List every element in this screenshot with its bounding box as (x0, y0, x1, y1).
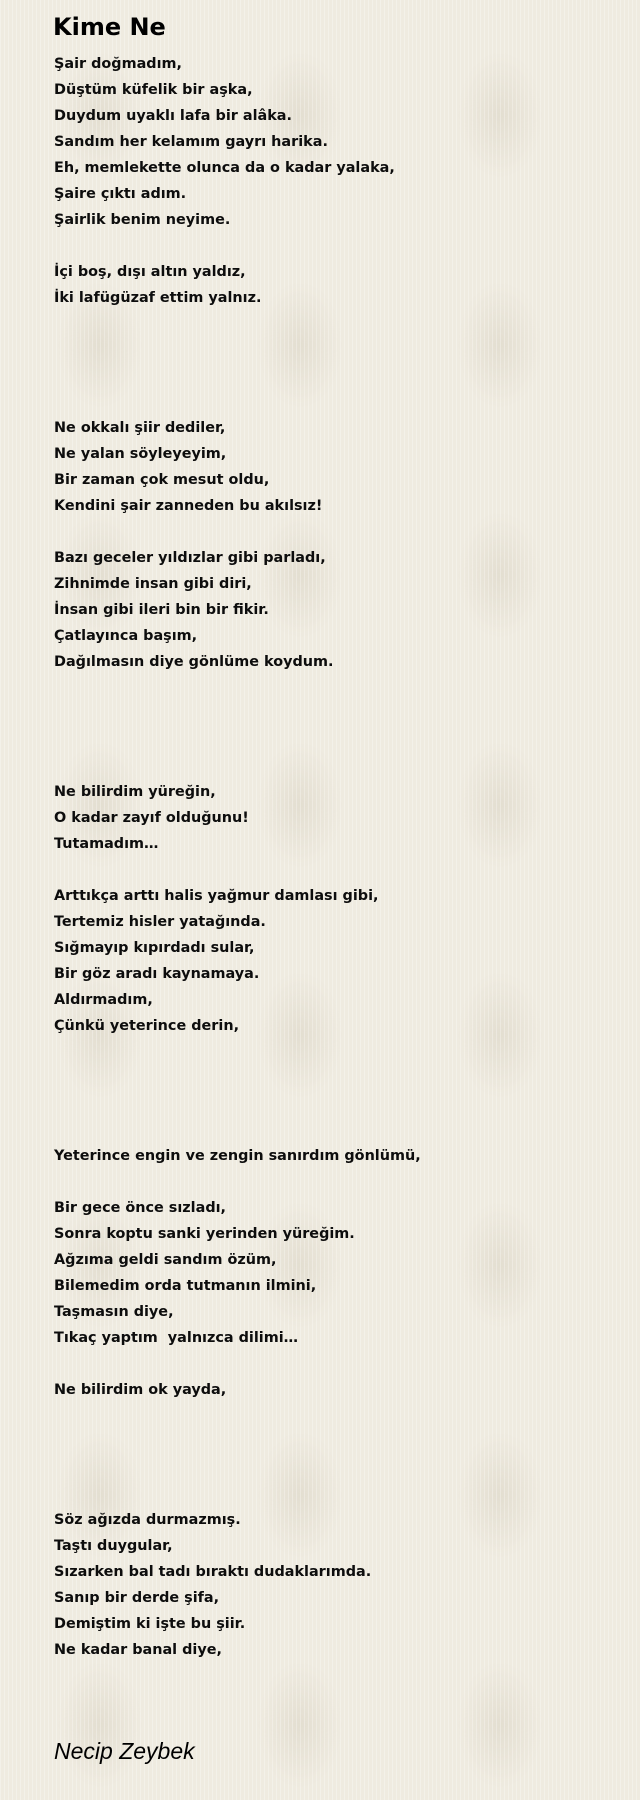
poem-blank-line (54, 1169, 614, 1195)
poem-author: Necip Zeybek (54, 1738, 195, 1764)
poem-line: İnsan gibi ileri bin bir fikir. (54, 602, 269, 618)
poem-blank-line (54, 1117, 614, 1143)
poem-blank-line (54, 337, 614, 363)
poem-line: Sızarken bal tadı bıraktı dudaklarımda. (54, 1564, 372, 1580)
poem-line: Şair doğmadım, (54, 56, 183, 72)
poem-line: Zihnimde insan gibi diri, (54, 576, 252, 592)
poem-line: Eh, memlekette olunca da o kadar yalaka, (54, 160, 395, 176)
poem-title: Kime Ne (53, 13, 166, 41)
poem-line: Kendini şair zanneden bu akılsız! (54, 498, 323, 514)
poem-line: Tertemiz hisler yatağında. (54, 914, 266, 930)
poem-line: İçi boş, dışı altın yaldız, (54, 264, 246, 280)
poem-line: Demiştim ki işte bu şiir. (54, 1616, 246, 1632)
poem-line: Söz ağızda durmazmış. (54, 1512, 241, 1528)
poem-line: O kadar zayıf olduğunu! (54, 810, 249, 826)
poem-line: Düştüm küfelik bir aşka, (54, 82, 253, 98)
poem-line: Tutamadım… (54, 836, 159, 852)
poem-line: Taşmasın diye, (54, 1304, 174, 1320)
poem-line: Bir zaman çok mesut oldu, (54, 472, 270, 488)
poem-blank-line (54, 1481, 614, 1507)
poem-line: Ne kadar banal diye, (54, 1642, 222, 1658)
poem-line: Sığmayıp kıpırdadı sular, (54, 940, 255, 956)
poem-blank-line (54, 753, 614, 779)
poem-blank-line (54, 363, 614, 389)
poem-line: Çünkü yeterince derin, (54, 1018, 240, 1034)
poem-body (54, 51, 614, 1663)
poem-line: Aldırmadım, (54, 992, 153, 1008)
poem-blank-line (54, 1091, 614, 1117)
poem-line: Şairlik benim neyime. (54, 212, 231, 228)
poem-line: Taştı duygular, (54, 1538, 173, 1554)
poem-line: Çatlayınca başım, (54, 628, 198, 644)
poem-line: Arttıkça arttı halis yağmur damlası gibi, (54, 888, 379, 904)
poem-line: Bir gece önce sızladı, (54, 1200, 227, 1216)
poem-blank-line (54, 675, 614, 701)
poem-line: Sanıp bir derde şifa, (54, 1590, 220, 1606)
poem-line: Ne okkalı şiir dediler, (54, 420, 226, 436)
poem-line: Sandım her kelamım gayrı harika. (54, 134, 328, 150)
poem-blank-line (54, 1455, 614, 1481)
poem-blank-line (54, 1351, 614, 1377)
poem-line: Tıkaç yaptım yalnızca dilimi… (54, 1330, 299, 1346)
poem-blank-line (54, 389, 614, 415)
poem-line: Bilemedim orda tutmanın ilmini, (54, 1278, 317, 1294)
poem-line: Şaire çıktı adım. (54, 186, 187, 202)
poem-line: Ne bilirdim yüreğin, (54, 784, 216, 800)
poem-line: Ne yalan söyleyeyim, (54, 446, 227, 462)
poem-line: Bazı geceler yıldızlar gibi parladı, (54, 550, 326, 566)
poem-line: İki lafügüzaf ettim yalnız. (54, 290, 262, 306)
poem-blank-line (54, 1429, 614, 1455)
poem-blank-line (54, 311, 614, 337)
poem-blank-line (54, 519, 614, 545)
poem-line: Bir göz aradı kaynamaya. (54, 966, 260, 982)
poem-blank-line (54, 1065, 614, 1091)
poem-line: Sonra koptu sanki yerinden yüreğim. (54, 1226, 355, 1242)
poem-blank-line (54, 1403, 614, 1429)
poem-line: Duydum uyaklı lafa bir alâka. (54, 108, 292, 124)
poem-blank-line (54, 857, 614, 883)
poem-line: Yeterince engin ve zengin sanırdım gönlümü, (54, 1148, 421, 1164)
poem-blank-line (54, 233, 614, 259)
poem-line: Ağzıma geldi sandım özüm, (54, 1252, 277, 1268)
poem-blank-line (54, 727, 614, 753)
poem-line: Dağılmasın diye gönlüme koydum. (54, 654, 334, 670)
poem-line: Ne bilirdim ok yayda, (54, 1382, 227, 1398)
poem-blank-line (54, 701, 614, 727)
poem-blank-line (54, 1039, 614, 1065)
